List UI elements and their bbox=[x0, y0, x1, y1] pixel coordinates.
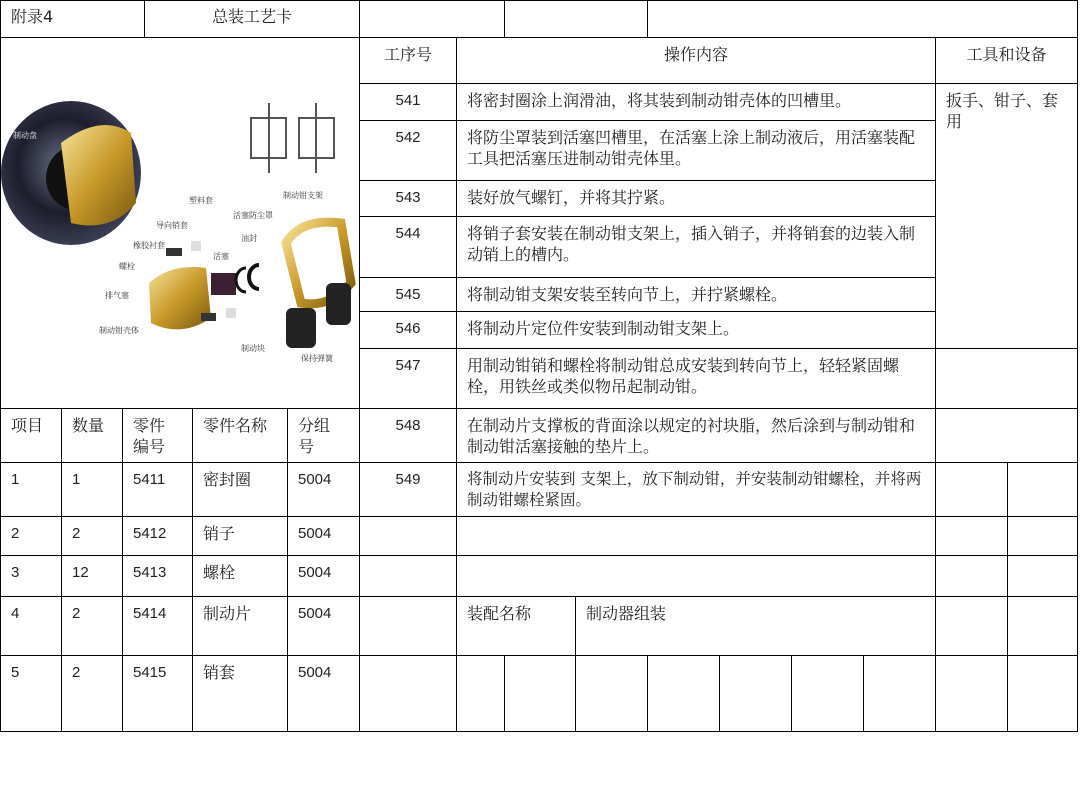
part-name: 制动片 bbox=[192, 596, 288, 656]
brake-caliper-exploded-illustration bbox=[1, 93, 359, 368]
parts-header-item: 项目 bbox=[0, 408, 62, 463]
step-no: 544 bbox=[359, 216, 457, 278]
operation-header-text: 操作内容 bbox=[663, 45, 728, 64]
blank-cell bbox=[504, 655, 576, 732]
part-item: 4 bbox=[0, 596, 62, 656]
part-name: 销套 bbox=[192, 655, 288, 732]
label-caliper-housing: 制动钳壳体 bbox=[99, 326, 139, 335]
step-no-header bbox=[359, 37, 457, 84]
tools-blank-cell bbox=[935, 348, 1078, 409]
label-bolt: 螺栓 bbox=[119, 262, 135, 271]
part-item: 2 bbox=[0, 516, 62, 556]
step-no: 545 bbox=[359, 277, 457, 312]
step-no: 542 bbox=[359, 120, 457, 181]
blank-cell bbox=[647, 655, 720, 732]
blank-cell bbox=[1007, 462, 1078, 517]
appendix-label bbox=[0, 0, 145, 38]
blank-cell bbox=[456, 655, 505, 732]
tools-header bbox=[935, 37, 1078, 84]
part-no: 5413 bbox=[122, 555, 193, 597]
card-title-text: 总装工艺卡 bbox=[211, 7, 292, 26]
tools-header-text: 工具和设备 bbox=[966, 45, 1047, 64]
part-no: 5414 bbox=[122, 596, 193, 656]
parts-header-group-no: 分组号 bbox=[287, 408, 360, 463]
blank-cell bbox=[719, 655, 792, 732]
part-no: 5411 bbox=[122, 462, 193, 517]
part-qty: 2 bbox=[61, 516, 123, 556]
blank-cell bbox=[1007, 655, 1078, 732]
header-blank-cell bbox=[504, 0, 648, 38]
label-caliper-bracket: 制动钳支架 bbox=[283, 191, 323, 200]
blank-cell bbox=[456, 555, 936, 597]
part-item: 1 bbox=[0, 462, 62, 517]
blank-cell bbox=[935, 516, 1008, 556]
step-text: 将销子套安装在制动钳支架上，插入销子，并将销套的边装入制动销上的槽内。 bbox=[456, 216, 936, 278]
step-no: 543 bbox=[359, 180, 457, 217]
blank-cell bbox=[456, 516, 936, 556]
blank-cell bbox=[863, 655, 936, 732]
step-text: 将密封圈涂上润滑油，将其装到制动钳壳体的凹槽里。 bbox=[456, 83, 936, 121]
blank-cell bbox=[575, 655, 648, 732]
label-retaining-spring: 保持弹簧 bbox=[301, 354, 333, 363]
step-text: 用制动钳销和螺栓将制动钳总成安装到转向节上，轻轻紧固螺栓，用铁丝或类似物吊起制动钳。 bbox=[456, 348, 936, 409]
label-bleeder: 排气塞 bbox=[105, 291, 129, 300]
caliper-diagrams bbox=[251, 103, 334, 173]
step-text: 将防尘罩装到活塞凹槽里，在活塞上涂上制动液后，用活塞装配工具把活塞压进制动钳壳体里。 bbox=[456, 120, 936, 181]
step-no: 547 bbox=[359, 348, 457, 409]
step-text: 装好放气螺钉，并将其拧紧。 bbox=[456, 180, 936, 217]
part-no: 5412 bbox=[122, 516, 193, 556]
part-group: 5004 bbox=[287, 516, 360, 556]
blank-cell bbox=[935, 555, 1008, 597]
part-group: 5004 bbox=[287, 555, 360, 597]
step-no: 541 bbox=[359, 83, 457, 121]
blank-cell bbox=[359, 655, 457, 732]
label-piston-dust-boot: 活塞防尘罩 bbox=[233, 211, 273, 220]
header-blank-cell bbox=[359, 0, 505, 38]
label-piston: 活塞 bbox=[213, 252, 229, 261]
label-brake-disc: 制动盘 bbox=[13, 131, 37, 140]
header-blank-cell bbox=[647, 0, 1078, 38]
illustration-cell bbox=[0, 37, 360, 409]
part-qty: 12 bbox=[61, 555, 123, 597]
part-item: 5 bbox=[0, 655, 62, 732]
step-text: 在制动片支撑板的背面涂以规定的衬块脂，然后涂到与制动钳和制动钳活塞接触的垫片上。 bbox=[456, 408, 936, 463]
part-qty: 2 bbox=[61, 655, 123, 732]
parts-header-qty: 数量 bbox=[61, 408, 123, 463]
part-name: 螺栓 bbox=[192, 555, 288, 597]
label-brake-pad: 制动块 bbox=[241, 344, 265, 353]
assembly-name-label: 装配名称 bbox=[456, 596, 576, 656]
label-guide-pin-sleeve: 导向销套 bbox=[156, 221, 188, 230]
tools-blank-cell bbox=[935, 408, 1078, 463]
step-no-header-text: 工序号 bbox=[383, 45, 432, 64]
step-no: 546 bbox=[359, 311, 457, 349]
assembly-name-value: 制动器组装 bbox=[575, 596, 936, 656]
blank-cell bbox=[791, 655, 864, 732]
step-text: 将制动片定位件安装到制动钳支架上。 bbox=[456, 311, 936, 349]
part-name: 密封圈 bbox=[192, 462, 288, 517]
appendix-text: 附录4 bbox=[11, 7, 54, 26]
blank-cell bbox=[1007, 596, 1078, 656]
part-group: 5004 bbox=[287, 596, 360, 656]
blank-cell bbox=[1007, 555, 1078, 597]
label-rubber-bushing: 橡胶衬套 bbox=[133, 241, 165, 250]
part-group: 5004 bbox=[287, 462, 360, 517]
step-no: 549 bbox=[359, 462, 457, 517]
blank-cell bbox=[359, 596, 457, 656]
card-title bbox=[144, 0, 360, 38]
step-no: 548 bbox=[359, 408, 457, 463]
blank-cell bbox=[359, 555, 457, 597]
blank-cell bbox=[935, 655, 1008, 732]
part-qty: 2 bbox=[61, 596, 123, 656]
tools-cell: 扳手、钳子、套用 bbox=[935, 83, 1078, 349]
operation-header bbox=[456, 37, 936, 84]
blank-cell bbox=[935, 462, 1008, 517]
parts-header-part-name: 零件名称 bbox=[192, 408, 288, 463]
part-no: 5415 bbox=[122, 655, 193, 732]
part-item: 3 bbox=[0, 555, 62, 597]
part-group: 5004 bbox=[287, 655, 360, 732]
step-text: 将制动片安装到 支架上，放下制动钳，并安装制动钳螺栓，并将两制动钳螺栓紧固。 bbox=[456, 462, 936, 517]
label-oil-seal: 油封 bbox=[241, 234, 257, 243]
blank-cell bbox=[935, 596, 1008, 656]
blank-cell bbox=[359, 516, 457, 556]
blank-cell bbox=[1007, 516, 1078, 556]
step-text: 将制动钳支架安装至转向节上，并拧紧螺栓。 bbox=[456, 277, 936, 312]
part-name: 销子 bbox=[192, 516, 288, 556]
part-qty: 1 bbox=[61, 462, 123, 517]
label-plastic-sleeve: 塑料套 bbox=[189, 196, 213, 205]
parts-header-part-no: 零件编号 bbox=[122, 408, 193, 463]
